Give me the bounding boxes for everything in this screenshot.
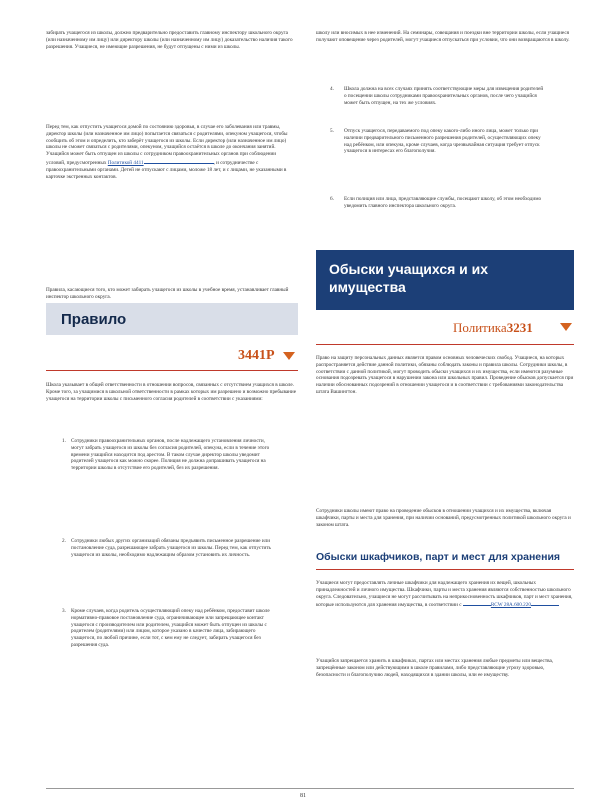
link-underline [144,158,214,164]
right-top-paragraph: школу или вносимых в нее изменений. На семинары, совещания и поездки вне территории школы, если учащиеся получают оповещение через родителей, могут учащиеся отпускаться при условии, что они возвращаются в школу. [316,30,570,43]
list-item: Кроме случаев, когда родитель осуществляющий опеку над ребёнком, предоставит школе нормативно-правовое постановление суда, ограничивающее или запрещающее контакт учащегося с производителем или родителем, учащийся может быть отпущен из школы с родителем (родителями) или лицом, которое указано в качестве лица, забирающего учащегося, по любой причине, если тот, с кем ему не следует, забирать учащегося без разрешения суда. [71,608,270,648]
searches-title: Обыски учащихся и их имущества [329,261,489,295]
right-intro-paragraph: Право на защиту персональных данных является правом основных человеческих свобод. Учащиеся, на которых распространяется действие данной политики, обязаны соблюдать законы и правила школы. Сотрудники школы, в соответствии с данной политикой, могут проводить обыски учащихся и их имущества, если имеются разумные основания подозревать учащегося в нарушении закона или школьных правил. Проведение обысков допускается при наличии обоснованных подозрений в отношении учащегося и в соответствии с требованиями законодательства штата Вашингтон. [316,355,574,395]
lockers-subheading: Обыски шкафчиков, парт и мест для хранения [316,551,561,563]
right-staff-paragraph: Сотрудники школы имеют право на проведение обысков в отношении учащихся и их имущества, включая шкафчики, парты и места для хранения, при наличии оснований, предусмотренных политикой школьного округа и законом штата. [316,508,571,528]
footer-divider [46,788,574,789]
left-parents-paragraph [46,124,296,180]
list-item: Школа должна на всех случаях принять соответствующие меры для извещения родителей о посещении школы сотрудниками правоохранительных органов, после чего учащийся может быть отпущен, на тех же условиях. [344,86,544,106]
link-underline [531,600,559,606]
subheading-divider [316,569,574,570]
left-top-paragraph: забирать учащегося из школы, должно предварительно предоставить главному инспектору школьного округа (или назначенному им лицу) или директору школы (или назначенному им лицу) доказательство наличия такого разрешения. Учащиеся, не имеющие разрешения, не будут отпущены с ними из школы. [46,30,293,50]
left-parents-text-after: , и сотрудничестве с правоохранительными органами. Детей не отпускают с лицами, моложе 18 лет, и с лицами, не указанными в карточке экстренных контактов. [46,159,287,180]
list-number: 1. [62,438,66,444]
list-item: Отпуск учащегося, передаваемого под опеку какого-либо иного лица, может только при наличии предварительного письменного разрешения родителей, осуществляющих опеку над ребёнком, или опекуна, кроме случаев, когда чрезвычайная ситуация требует отпуск учащегося в интересах его благополучия. [344,128,541,155]
list-item: Сотрудники любых других организаций обязаны предъявить письменное разрешение или постановление суда, разрешающее забрать учащегося из школы. Перед тем, как отпустить учащегося из школы, необходимо надлежащим образом установить их личность. [71,538,271,558]
triangle-down-icon [560,323,572,331]
policy-4411-link[interactable]: Политикой 4411 [107,159,144,166]
link-underline [463,600,491,606]
triangle-down-icon [283,352,295,360]
list-number: 3. [62,608,66,614]
lockers-paragraph [316,580,574,609]
list-number: 5. [330,128,334,134]
list-item: Если полиция или лица, представляющие службы, посещают школу, об этом необходимо уведомить главного инспектора школьного округа. [344,196,542,209]
left-divider [46,370,298,371]
list-number: 4. [330,86,334,92]
lockers-text: Учащиеся могут предоставлять личные шкафчики для надлежащего хранения их вещей, школьных принадлежностей и личного имущества. Шкафчики, парты и места хранения являются собственностью школьного округа. Следовательно, учащиеся не могут рассчитывать на неприкосновенность шкафчиков, парт и мест хранения, которые используются для хранения имущества, в соответствии с [316,580,573,609]
list-number: 2. [62,538,66,544]
rule-title-band [46,303,298,335]
left-intro-paragraph: Школа указывает в общей ответственности в отношении вопросов, связанных с отсутствием учащихся в школе. Кроме того, за учащимися в школьной ответственности в рамках которых им разрешено и возможно пребывание учащегося на территории школы с письменного согласия родителей в соответствии с указаниями: [46,382,297,402]
lockers-paragraph-2: Учащийся запрещается хранить в шкафчиках, партах или местах хранения любые предметы или вещества, запрещённые законом или действующими в школе правилами, либо представляющие угрозу здоровью, безопасности и благополучию людей, находящихся в здании школы, или ее имуществу. [316,658,554,678]
right-policy-heading [453,320,533,336]
list-number: 6. [330,196,334,202]
left-parents-text: Перед тем, как отпустить учащегося домой по состоянию здоровья, в случае его заболевания или травмы, директор школы (или назначенное им лицо) попытается связаться с родителями, опекуном учащегося, чтобы сообщить об этом и определить, кто заберёт учащегося из школы. Если директор (или назначенное им лицо) школы не сможет связаться с родителями, опекуном, учащийся остаётся в школе до окончания занятий. Учащийся может быть отпущен из школы с сотрудником правоохранительных органов при соблюдении условий, предусмотренных [46,124,288,166]
left-policy-number: 3441P [238,348,275,363]
left-share-paragraph: Правила, касающиеся того, кто может забирать учащегося из школы в учебное время, устанавливает главный инспектор школьного округа. [46,287,289,300]
rule-title: Правило [61,311,127,328]
policy-label: Политика [453,320,507,335]
searches-title-band [316,250,574,310]
rcw-link[interactable]: RCW 28A.600.220 [490,602,531,609]
policy-number: 3231 [506,320,533,335]
right-divider [316,344,574,345]
list-item: Сотрудники правоохранительных органов, после надлежащего установления личности, могут забрать учащегося из школы без согласия родителей, опекуна, если в течение этого времени учащийся находится под арестом. В таком случае директор школы уведомит родителей учащегося как можно скорее. Полиция не должна допрашивать учащегося на территории школы в отсутствие его родителей, без их разрешения. [71,438,270,472]
page-number: 81 [300,793,306,799]
